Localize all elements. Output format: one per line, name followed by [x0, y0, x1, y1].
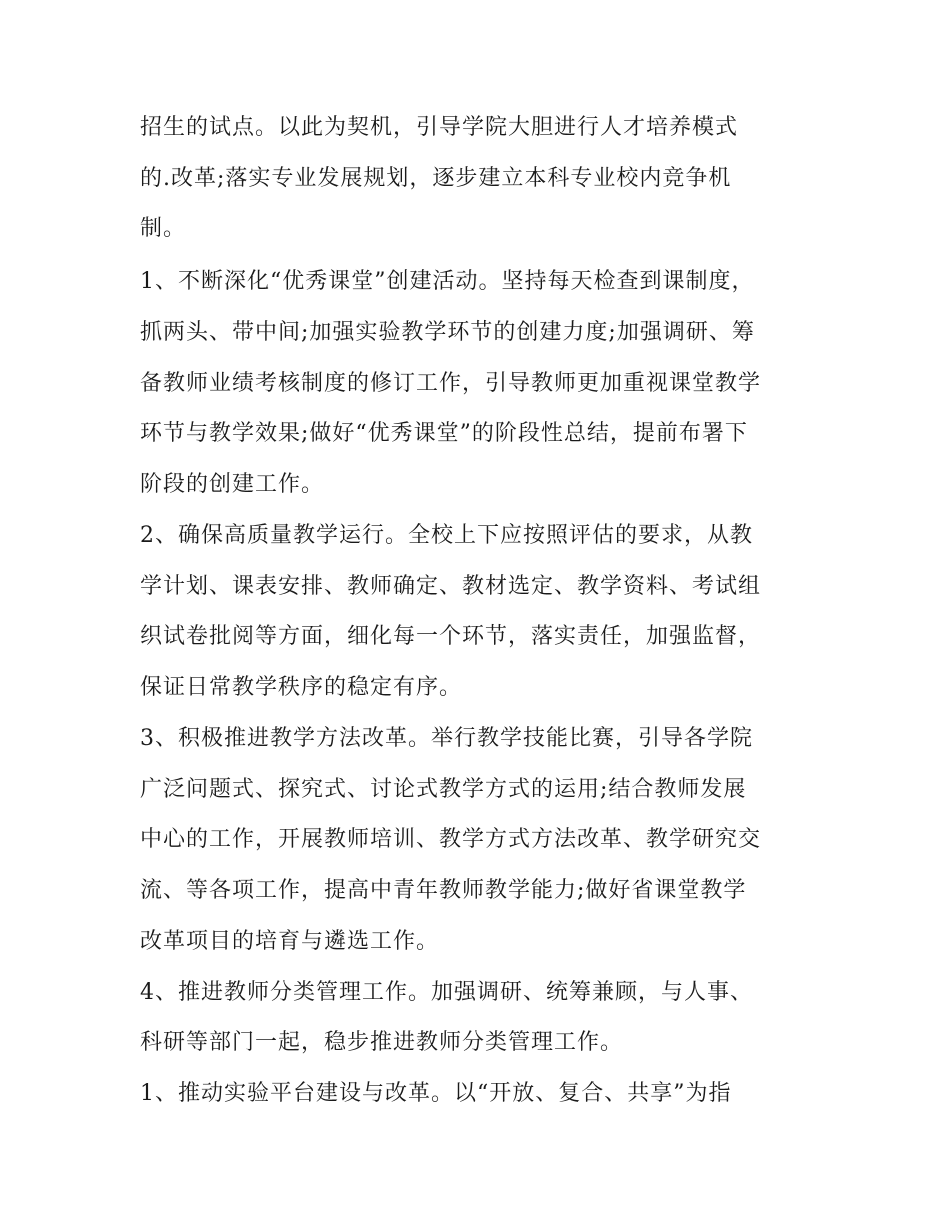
text-line: 流、等各项工作，提高中青年教师教学能力;做好省课堂教学 [140, 878, 747, 903]
text-line: 的.改革;落实专业发展规划，逐步建立本科专业校内竞争机 [140, 166, 732, 191]
text-line: 4、推进教师分类管理工作。加强调研、统筹兼顾，与人事、 [140, 980, 753, 1005]
text-line: 3、积极推进教学方法改革。举行教学技能比赛，引导各学院 [140, 726, 753, 751]
text-line: 广泛问题式、探究式、讨论式教学方式的运用;结合教师发展 [140, 777, 747, 802]
text-line: 抓两头、带中间;加强实验教学环节的创建力度;加强调研、筹 [140, 320, 755, 345]
text-line: 保证日常教学秩序的稳定有序。 [140, 675, 463, 700]
text-line: 1、推动实验平台建设与改革。以“开放、复合、共享”为指 [140, 1081, 732, 1106]
text-line: 环节与教学效果;做好“优秀课堂”的阶段性总结，提前布署下 [140, 421, 748, 446]
text-line: 招生的试点。以此为契机，引导学院大胆进行人才培养模式 [140, 115, 739, 140]
text-line: 阶段的创建工作。 [140, 472, 325, 497]
text-line: 改革项目的培育与遴选工作。 [140, 929, 440, 954]
text-line: 织试卷批阅等方面，细化每一个环节，落实责任，加强监督， [140, 624, 762, 649]
text-line: 制。 [140, 216, 187, 241]
text-line: 科研等部门一起，稳步推进教师分类管理工作。 [140, 1030, 624, 1055]
text-line: 1、不断深化“优秀课堂”创建活动。坚持每天检查到课制度， [140, 269, 755, 294]
text-line: 备教师业绩考核制度的修订工作，引导教师更加重视课堂教学 [140, 371, 762, 396]
text-line: 学计划、课表安排、教师确定、教材选定、教学资料、考试组 [140, 574, 762, 599]
text-line: 中心的工作，开展教师培训、教学方式方法改革、教学研究交 [140, 827, 762, 852]
text-line: 2、确保高质量教学运行。全校上下应按照评估的要求，从教 [140, 523, 753, 548]
